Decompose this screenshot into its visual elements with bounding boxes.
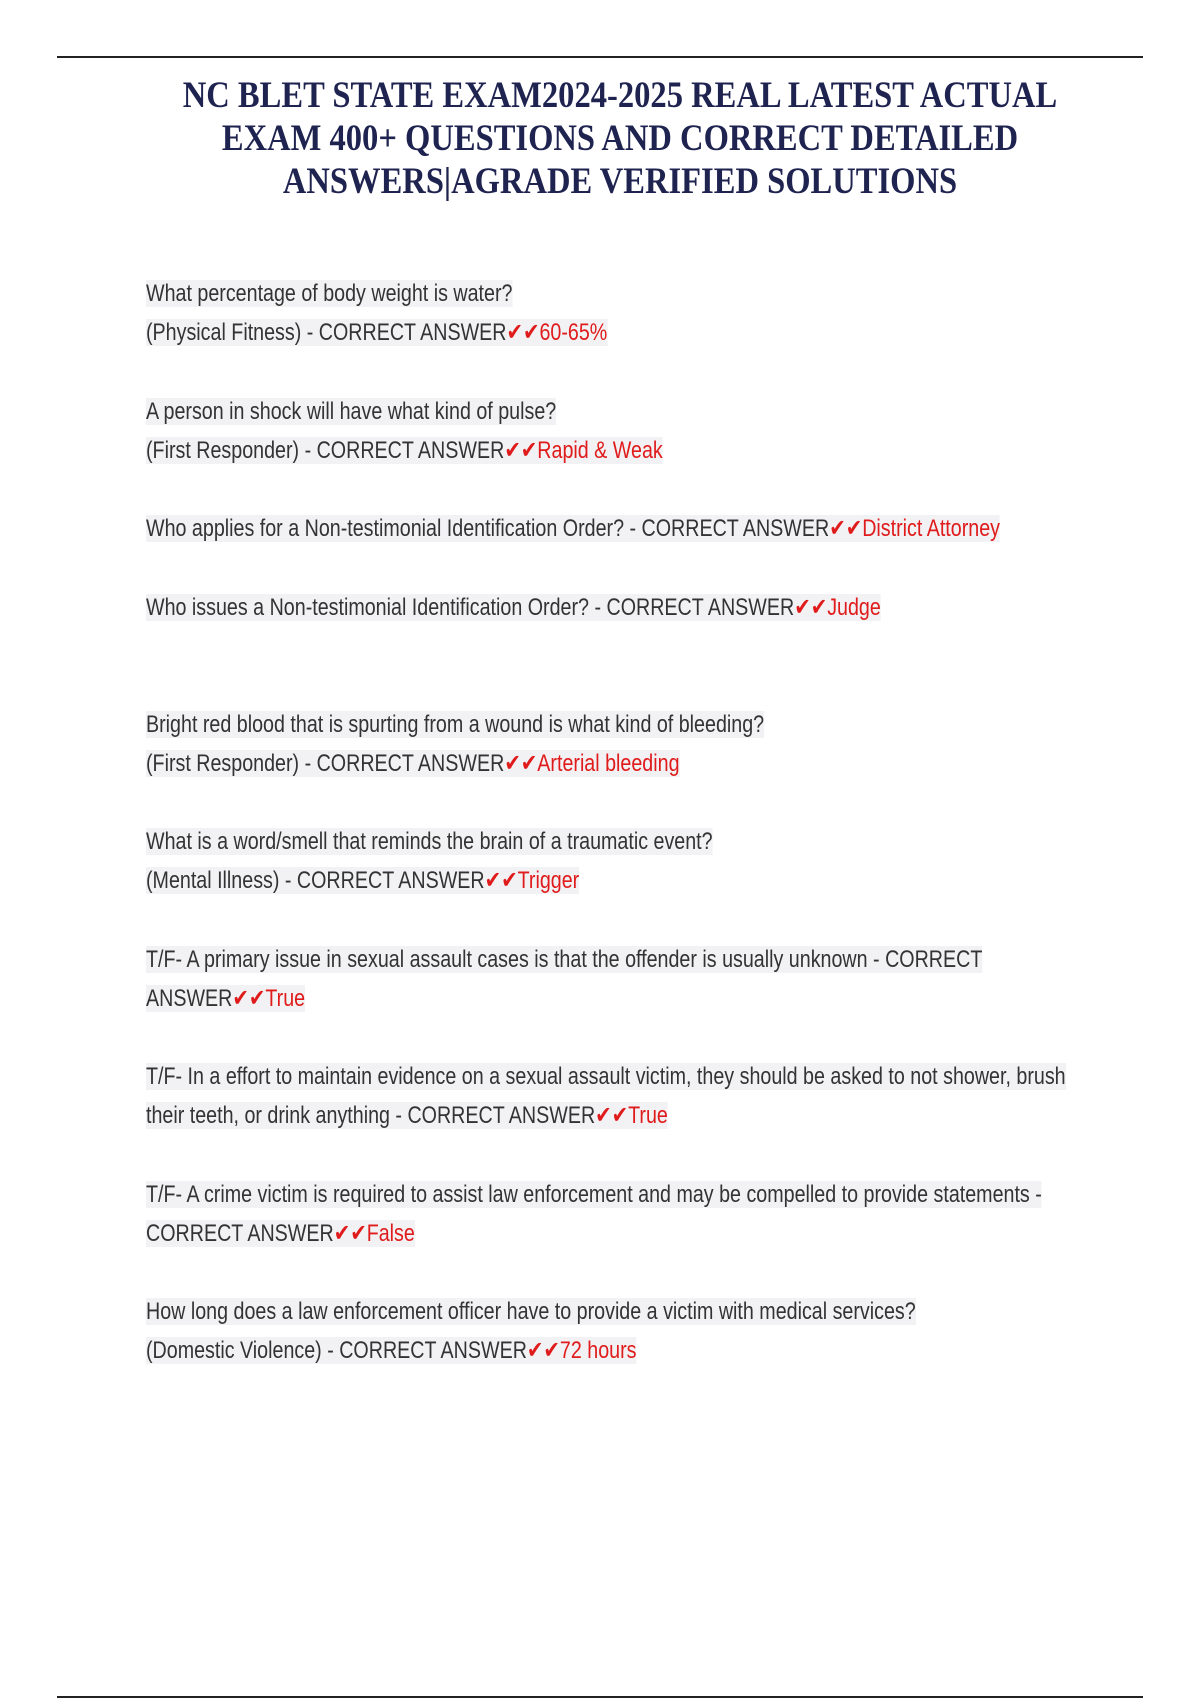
qa-item bbox=[146, 822, 1084, 900]
checkmark-icon: ✔✔ bbox=[794, 593, 828, 621]
qa-item bbox=[146, 509, 1056, 548]
answer-text: False bbox=[366, 1219, 415, 1247]
checkmark-icon: ✔✔ bbox=[484, 867, 518, 894]
question-text: A person in shock will have what kind of pulse? (First Responder) - CORRECT ANSWER bbox=[146, 397, 557, 464]
checkmark-icon: ✔✔ bbox=[526, 1337, 560, 1364]
answer-text: True bbox=[628, 1102, 668, 1129]
answer-text: District Attorney bbox=[862, 515, 1001, 542]
question-text: How long does a law enforcement officer have to provide a victim with medical services? (Domestic Violence) - CORRECT ANSWER bbox=[146, 1298, 916, 1364]
document-title: NC BLET STATE EXAM2024-2025 REAL LATEST ACTUAL EXAM 400+ QUESTIONS AND CORRECT DETAILED ANSWERS|AGRADE VERIFIED SOLUTIONS bbox=[182, 75, 1058, 202]
question-list bbox=[146, 274, 1084, 1410]
qa-item bbox=[146, 1057, 1084, 1135]
answer-text: Trigger bbox=[517, 867, 580, 894]
checkmark-icon: ✔✔ bbox=[506, 319, 540, 346]
question-text: T/F- In a effort to maintain evidence on a sexual assault victim, they should be asked to not shower, brush their teeth, or drink anything - CORRECT ANSWER bbox=[146, 1063, 1066, 1129]
qa-item bbox=[146, 392, 1084, 470]
question-text: What percentage of body weight is water? (Physical Fitness) - CORRECT ANSWER bbox=[146, 280, 513, 346]
question-text: Bright red blood that is spurting from a wound is what kind of bleeding? (First Responder) - CORRECT ANSWER bbox=[146, 710, 765, 777]
qa-item bbox=[146, 274, 1084, 352]
answer-text: 72 hours bbox=[559, 1337, 637, 1364]
question-text: T/F- A crime victim is required to assist law enforcement and may be compelled to provide statements - CORRECT ANSWER bbox=[146, 1180, 1042, 1247]
bottom-rule bbox=[57, 1696, 1143, 1698]
question-text: Who applies for a Non-testimonial Identification Order? - CORRECT ANSWER bbox=[146, 515, 830, 542]
checkmark-icon: ✔✔ bbox=[504, 436, 538, 464]
answer-text: Rapid & Weak bbox=[537, 436, 663, 464]
qa-item bbox=[146, 1292, 1084, 1370]
answer-text: True bbox=[265, 984, 306, 1012]
qa-item bbox=[146, 940, 1084, 1018]
answer-text: Judge bbox=[827, 593, 881, 621]
document-header bbox=[140, 74, 1100, 203]
checkmark-icon: ✔✔ bbox=[333, 1219, 367, 1247]
question-text: T/F- A primary issue in sexual assault cases is that the offender is usually unknown - CORRECT ANSWER bbox=[146, 945, 983, 1012]
answer-text: Arterial bleeding bbox=[537, 749, 680, 777]
checkmark-icon: ✔✔ bbox=[504, 749, 538, 777]
checkmark-icon: ✔✔ bbox=[595, 1102, 629, 1129]
checkmark-icon: ✔✔ bbox=[232, 984, 266, 1012]
checkmark-icon: ✔✔ bbox=[829, 515, 863, 542]
answer-text: 60-65% bbox=[539, 319, 608, 346]
question-text: Who issues a Non-testimonial Identification Order? - CORRECT ANSWER bbox=[146, 593, 795, 621]
qa-item bbox=[146, 588, 1084, 627]
question-text: What is a word/smell that reminds the brain of a traumatic event? (Mental Illness) - CORRECT ANSWER bbox=[146, 828, 713, 894]
qa-item bbox=[146, 1175, 1084, 1253]
top-rule bbox=[57, 56, 1143, 58]
qa-item bbox=[146, 705, 1084, 783]
